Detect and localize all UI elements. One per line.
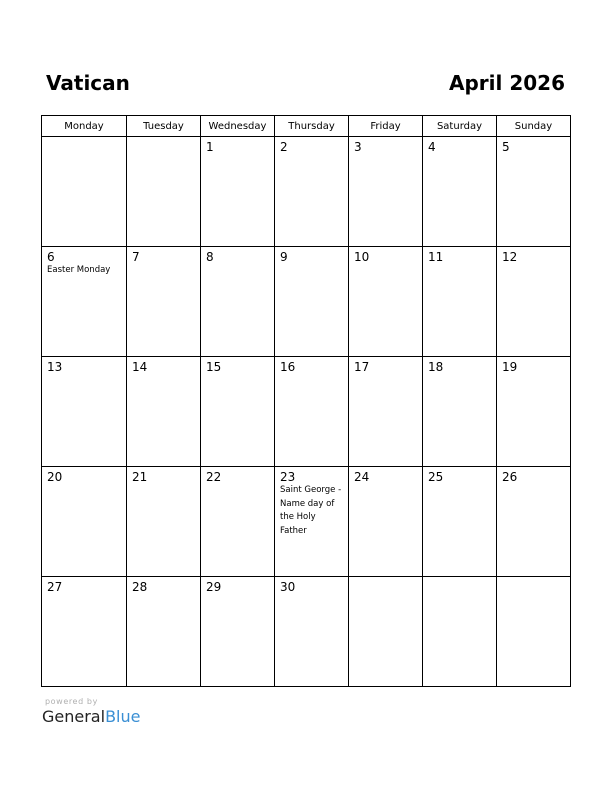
day-number: 7	[132, 250, 140, 264]
month-title: April 2026	[449, 71, 565, 95]
day-number: 18	[428, 360, 444, 374]
day-cell	[423, 577, 497, 687]
day-cell	[127, 137, 201, 247]
day-cell	[349, 357, 423, 467]
day-cell	[201, 137, 275, 247]
day-number: 14	[132, 360, 148, 374]
day-number: 12	[502, 250, 518, 264]
week-row	[42, 137, 571, 247]
day-cell	[497, 357, 571, 467]
day-cell	[497, 577, 571, 687]
day-number: 8	[206, 250, 214, 264]
day-cell	[423, 137, 497, 247]
weekday-header-row	[42, 116, 571, 137]
day-number: 5	[502, 140, 510, 154]
week-row	[42, 467, 571, 577]
day-cell	[349, 467, 423, 577]
day-cell	[127, 467, 201, 577]
day-number	[42, 137, 126, 140]
weekday-friday: Friday	[349, 116, 423, 137]
day-cell	[42, 247, 127, 357]
day-number: 25	[428, 470, 444, 484]
logo-text-blue: Blue	[105, 707, 141, 726]
day-cell	[497, 247, 571, 357]
holiday-label: Easter Monday	[47, 265, 111, 275]
day-number: 17	[354, 360, 370, 374]
weekday-thursday: Thursday	[275, 116, 349, 137]
day-cell	[423, 247, 497, 357]
day-number: 6	[47, 250, 55, 264]
day-number: 28	[132, 580, 148, 594]
weekday-monday: Monday	[42, 116, 127, 137]
weekday-tuesday: Tuesday	[127, 116, 201, 137]
day-cell	[275, 247, 349, 357]
day-number: 30	[280, 580, 296, 594]
day-number: 1	[206, 140, 214, 154]
day-cell	[201, 247, 275, 357]
day-number: 22	[206, 470, 222, 484]
day-number: 3	[354, 140, 362, 154]
week-row	[42, 357, 571, 467]
day-cell	[42, 467, 127, 577]
week-row	[42, 577, 571, 687]
day-number	[127, 137, 200, 140]
day-cell	[127, 357, 201, 467]
day-cell	[275, 137, 349, 247]
day-number	[423, 577, 496, 580]
day-cell	[275, 577, 349, 687]
day-cell	[42, 137, 127, 247]
day-cell	[423, 467, 497, 577]
day-cell	[127, 247, 201, 357]
day-number: 2	[280, 140, 288, 154]
day-number: 11	[428, 250, 444, 264]
generalblue-logo[interactable]	[42, 707, 140, 726]
week-row	[42, 247, 571, 357]
day-cell	[349, 137, 423, 247]
day-cell	[349, 247, 423, 357]
logo-text-general: General	[42, 707, 106, 726]
day-number: 16	[280, 360, 296, 374]
footer-branding	[42, 697, 140, 726]
day-number: 29	[206, 580, 222, 594]
day-number: 19	[502, 360, 518, 374]
country-title: Vatican	[46, 71, 130, 95]
day-number: 15	[206, 360, 222, 374]
day-number	[497, 577, 570, 580]
holiday-label: Saint George - Name day of the Holy Father	[280, 485, 342, 536]
day-cell	[201, 357, 275, 467]
day-cell	[127, 577, 201, 687]
day-number: 10	[354, 250, 370, 264]
day-number: 24	[354, 470, 370, 484]
day-number: 27	[47, 580, 63, 594]
day-cell	[497, 467, 571, 577]
day-cell	[42, 577, 127, 687]
day-number: 21	[132, 470, 148, 484]
day-cell	[42, 357, 127, 467]
calendar-grid	[41, 115, 571, 687]
day-number: 9	[280, 250, 288, 264]
weekday-sunday: Sunday	[497, 116, 571, 137]
day-cell	[201, 577, 275, 687]
day-number: 20	[47, 470, 63, 484]
day-cell	[275, 357, 349, 467]
day-number: 23	[280, 470, 296, 484]
day-number: 13	[47, 360, 63, 374]
day-cell	[349, 577, 423, 687]
powered-by-label: powered by	[45, 697, 98, 706]
day-cell	[275, 467, 349, 577]
day-number: 26	[502, 470, 518, 484]
day-cell	[497, 137, 571, 247]
day-number	[349, 577, 422, 580]
day-cell	[201, 467, 275, 577]
day-number: 4	[428, 140, 436, 154]
day-cell	[423, 357, 497, 467]
weekday-wednesday: Wednesday	[201, 116, 275, 137]
weekday-saturday: Saturday	[423, 116, 497, 137]
